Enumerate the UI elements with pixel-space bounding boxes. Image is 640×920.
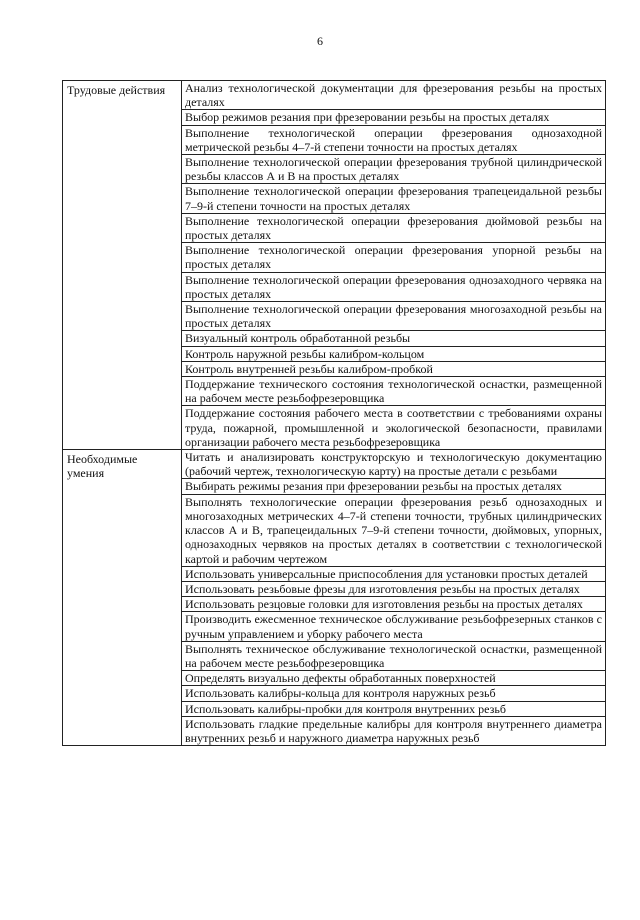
row-text: Выполнение технологической операции фрезерования дюймовой резьбы на простых деталях: [182, 213, 606, 242]
page-number: 6: [317, 34, 323, 48]
row-text: Использовать гладкие предельные калибры для контроля внутреннего диаметра внутренних резьб и наружного диаметра наружных резьб: [182, 716, 606, 745]
requirements-table: [62, 80, 606, 746]
row-text: Поддержание технического состояния технологической оснастки, размещенной на рабочем месте резьбофрезеровщика: [182, 377, 606, 406]
row-text: Выполнение технологической операции фрезерования трапецеидальной резьбы 7–9-й степени точности на простых деталях: [182, 184, 606, 213]
table-body: [63, 81, 606, 746]
row-text: Использовать калибры-кольца для контроля наружных резьб: [182, 686, 606, 701]
row-text: Выполнение технологической операции фрезерования многозаходной резьбы на простых деталях: [182, 302, 606, 331]
section-label: Трудовые действия: [63, 81, 182, 450]
row-text: Анализ технологической документации для фрезерования резьбы на простых деталях: [182, 81, 606, 110]
section-label: Необходимые умения: [63, 450, 182, 746]
row-text: Выполнение технологической операции фрезерования однозаходной метрической резьбы 4–7-й степени точности на простых деталях: [182, 125, 606, 154]
row-text: Поддержание состояния рабочего места в соответствии с требованиями охраны труда, пожарной, промышленной и экологической безопасности, правилами организации рабочего места резьбофрезеровщика: [182, 406, 606, 450]
row-text: Использовать резьбовые фрезы для изготовления резьбы на простых деталях: [182, 581, 606, 596]
table-row: [63, 450, 606, 479]
row-text: Читать и анализировать конструкторскую и технологическую документацию (рабочий чертеж, технологическую карту) на простые детали с резьбами: [182, 450, 606, 479]
row-text: Выполнение технологической операции фрезерования упорной резьбы на простых деталях: [182, 243, 606, 272]
row-text: Использовать резцовые головки для изготовления резьбы на простых деталях: [182, 597, 606, 612]
row-text: Контроль наружной резьбы калибром-кольцом: [182, 346, 606, 361]
row-text: Выбирать режимы резания при фрезеровании резьбы на простых деталях: [182, 479, 606, 494]
row-text: Выполнять технологические операции фрезерования резьб однозаходных и многозаходных метрических 4–7-й степени точности, трубных цилиндрических классов А и В, трапецеидальных 7–9-й степени точности, дюймовых, упорных, однозаходных червяков на простых деталях в соответствии с технологической картой и рабочим чертежом: [182, 494, 606, 566]
table-row: [63, 81, 606, 110]
row-text: Определять визуально дефекты обработанных поверхностей: [182, 671, 606, 686]
row-text: Использовать универсальные приспособления для установки простых деталей: [182, 566, 606, 581]
row-text: Выбор режимов резания при фрезеровании резьбы на простых деталях: [182, 110, 606, 125]
row-text: Выполнять техническое обслуживание технологической оснастки, размещенной на рабочем месте резьбофрезеровщика: [182, 641, 606, 670]
row-text: Использовать калибры-пробки для контроля внутренних резьб: [182, 701, 606, 716]
row-text: Выполнение технологической операции фрезерования однозаходного червяка на простых деталях: [182, 272, 606, 301]
row-text: Выполнение технологической операции фрезерования трубной цилиндрической резьбы классов А и В на простых деталях: [182, 155, 606, 184]
row-text: Производить ежесменное техническое обслуживание резьбофрезерных станков с ручным управлением и уборку рабочего места: [182, 612, 606, 641]
row-text: Визуальный контроль обработанной резьбы: [182, 331, 606, 346]
row-text: Контроль внутренней резьбы калибром-пробкой: [182, 361, 606, 376]
